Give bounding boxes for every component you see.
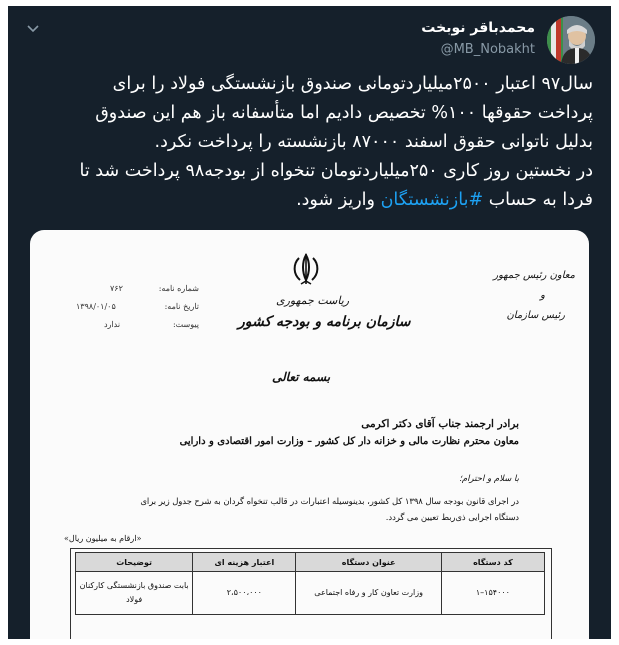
user-handle[interactable]: @MB_Nobakht — [440, 42, 535, 57]
letter-body-line: در اجرای قانون بودجه سال ۱۳۹۸ کل کشور، بدینوسیله اعتبارات در قالب تنخواه گردان به شرح جدول زیر برای — [140, 496, 519, 506]
avatar[interactable] — [547, 16, 595, 64]
letter-number-value: ۷۶۲ — [110, 284, 123, 293]
tweet-text — [28, 70, 593, 215]
tweet-line — [28, 186, 593, 215]
table-header-row — [76, 553, 545, 572]
invocation: بسمه تعالی — [272, 370, 331, 384]
iran-emblem-icon — [288, 252, 324, 288]
head-of-organization-title: رئیس سازمان — [506, 310, 565, 321]
table-cell: بابت صندوق بازنشستگی کارکنان فولاد — [76, 572, 193, 615]
attachment-label: پیوست: — [172, 320, 199, 329]
attachment-value: ندارد — [104, 320, 121, 329]
letter-number-label: شماره نامه: — [158, 284, 199, 293]
table-cell: وزارت تعاون کار و رفاه اجتماعی — [296, 572, 441, 615]
tweet-card — [8, 6, 611, 639]
title-conjunction: و — [540, 290, 545, 301]
column-header: اعتبار هزینه ای — [193, 553, 296, 572]
table-cell: ۲،۵۰۰،۰۰۰ — [193, 572, 296, 615]
column-header: توضیحات — [76, 553, 193, 572]
tweet-line: پرداخت حقوقها ۱۰۰% تخصیص دادیم اما متأسفانه باز هم این صندوق — [95, 103, 593, 123]
table-cell: ۱۵۴۰۰۰–۱ — [441, 572, 544, 615]
column-header: عنوان دستگاه — [296, 553, 441, 572]
table-row — [76, 572, 545, 615]
letter-date-value: ۱۳۹۸/۰۱/۰۵ — [76, 302, 116, 311]
recipient-name: برادر ارجمند جناب آقای دکتر اکرمی — [361, 418, 519, 430]
letter-date-label: تاریخ نامه: — [164, 302, 199, 311]
chevron-down-icon[interactable] — [26, 22, 40, 36]
tweet-line: در نخستین روز کاری ۲۵۰میلیاردتومان تنخواه از بودجه۹۸ پرداخت شد تا — [79, 161, 593, 181]
tweet-text-fragment: واریز شود. — [296, 190, 375, 210]
letter-body-line: دستگاه اجرایی ذی‌ربط تعیین می گردد. — [385, 512, 519, 522]
attached-document-image[interactable] — [30, 230, 589, 639]
units-note: «ارقام به میلیون ریال» — [64, 534, 142, 543]
tweet-text-fragment: فردا به حساب — [488, 190, 593, 210]
display-name[interactable]: محمدباقر نوبخت — [421, 20, 535, 36]
vice-president-title: معاون رئیس جمهور — [493, 270, 575, 281]
column-header: کد دستگاه — [441, 553, 544, 572]
tweet-line: بدلیل ناتوانی حقوق اسفند ۸۷۰۰۰ بازنشسته را پرداخت نکرد. — [154, 132, 593, 152]
allocation-table — [75, 552, 545, 615]
organization-heading: سازمان برنامه و بودجه کشور — [238, 314, 411, 330]
hashtag-link[interactable]: #بازنشستگان — [380, 190, 484, 210]
greeting: با سلام و احترام؛ — [459, 474, 519, 484]
presidency-heading: ریاست جمهوری — [276, 294, 350, 307]
recipient-title: معاون محترم نظارت مالی و خزانه دار کل کشور – وزارت امور اقتصادی و دارایی — [179, 436, 519, 447]
tweet-line: سال۹۷ اعتبار ۲۵۰۰میلیاردتومانی صندوق بازنشستگی فولاد را برای — [112, 74, 593, 94]
